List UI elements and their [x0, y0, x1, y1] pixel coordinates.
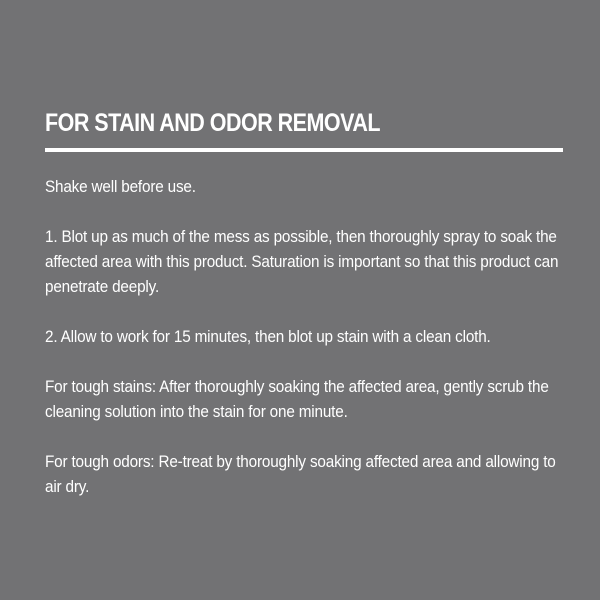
instructions-body — [45, 174, 563, 499]
heading-divider — [45, 148, 563, 152]
instructions-panel — [45, 108, 563, 499]
step-2-instruction: 2. Allow to work for 15 minutes, then blot up stain with a clean cloth. — [45, 327, 491, 346]
tough-odors-instruction: For tough odors: Re-treat by thoroughly soaking affected area and allowing to air dry. — [45, 452, 556, 496]
section-heading: FOR STAIN AND ODOR REMOVAL — [45, 109, 380, 137]
step-1-instruction: 1. Blot up as much of the mess as possible, then thoroughly spray to soak the affected area with this product. Saturation is important so that this product can penetrate deeply. — [45, 227, 559, 296]
shake-instruction: Shake well before use. — [45, 177, 196, 196]
tough-stains-instruction: For tough stains: After thoroughly soaking the affected area, gently scrub the cleaning solution into the stain for one minute. — [45, 377, 549, 421]
